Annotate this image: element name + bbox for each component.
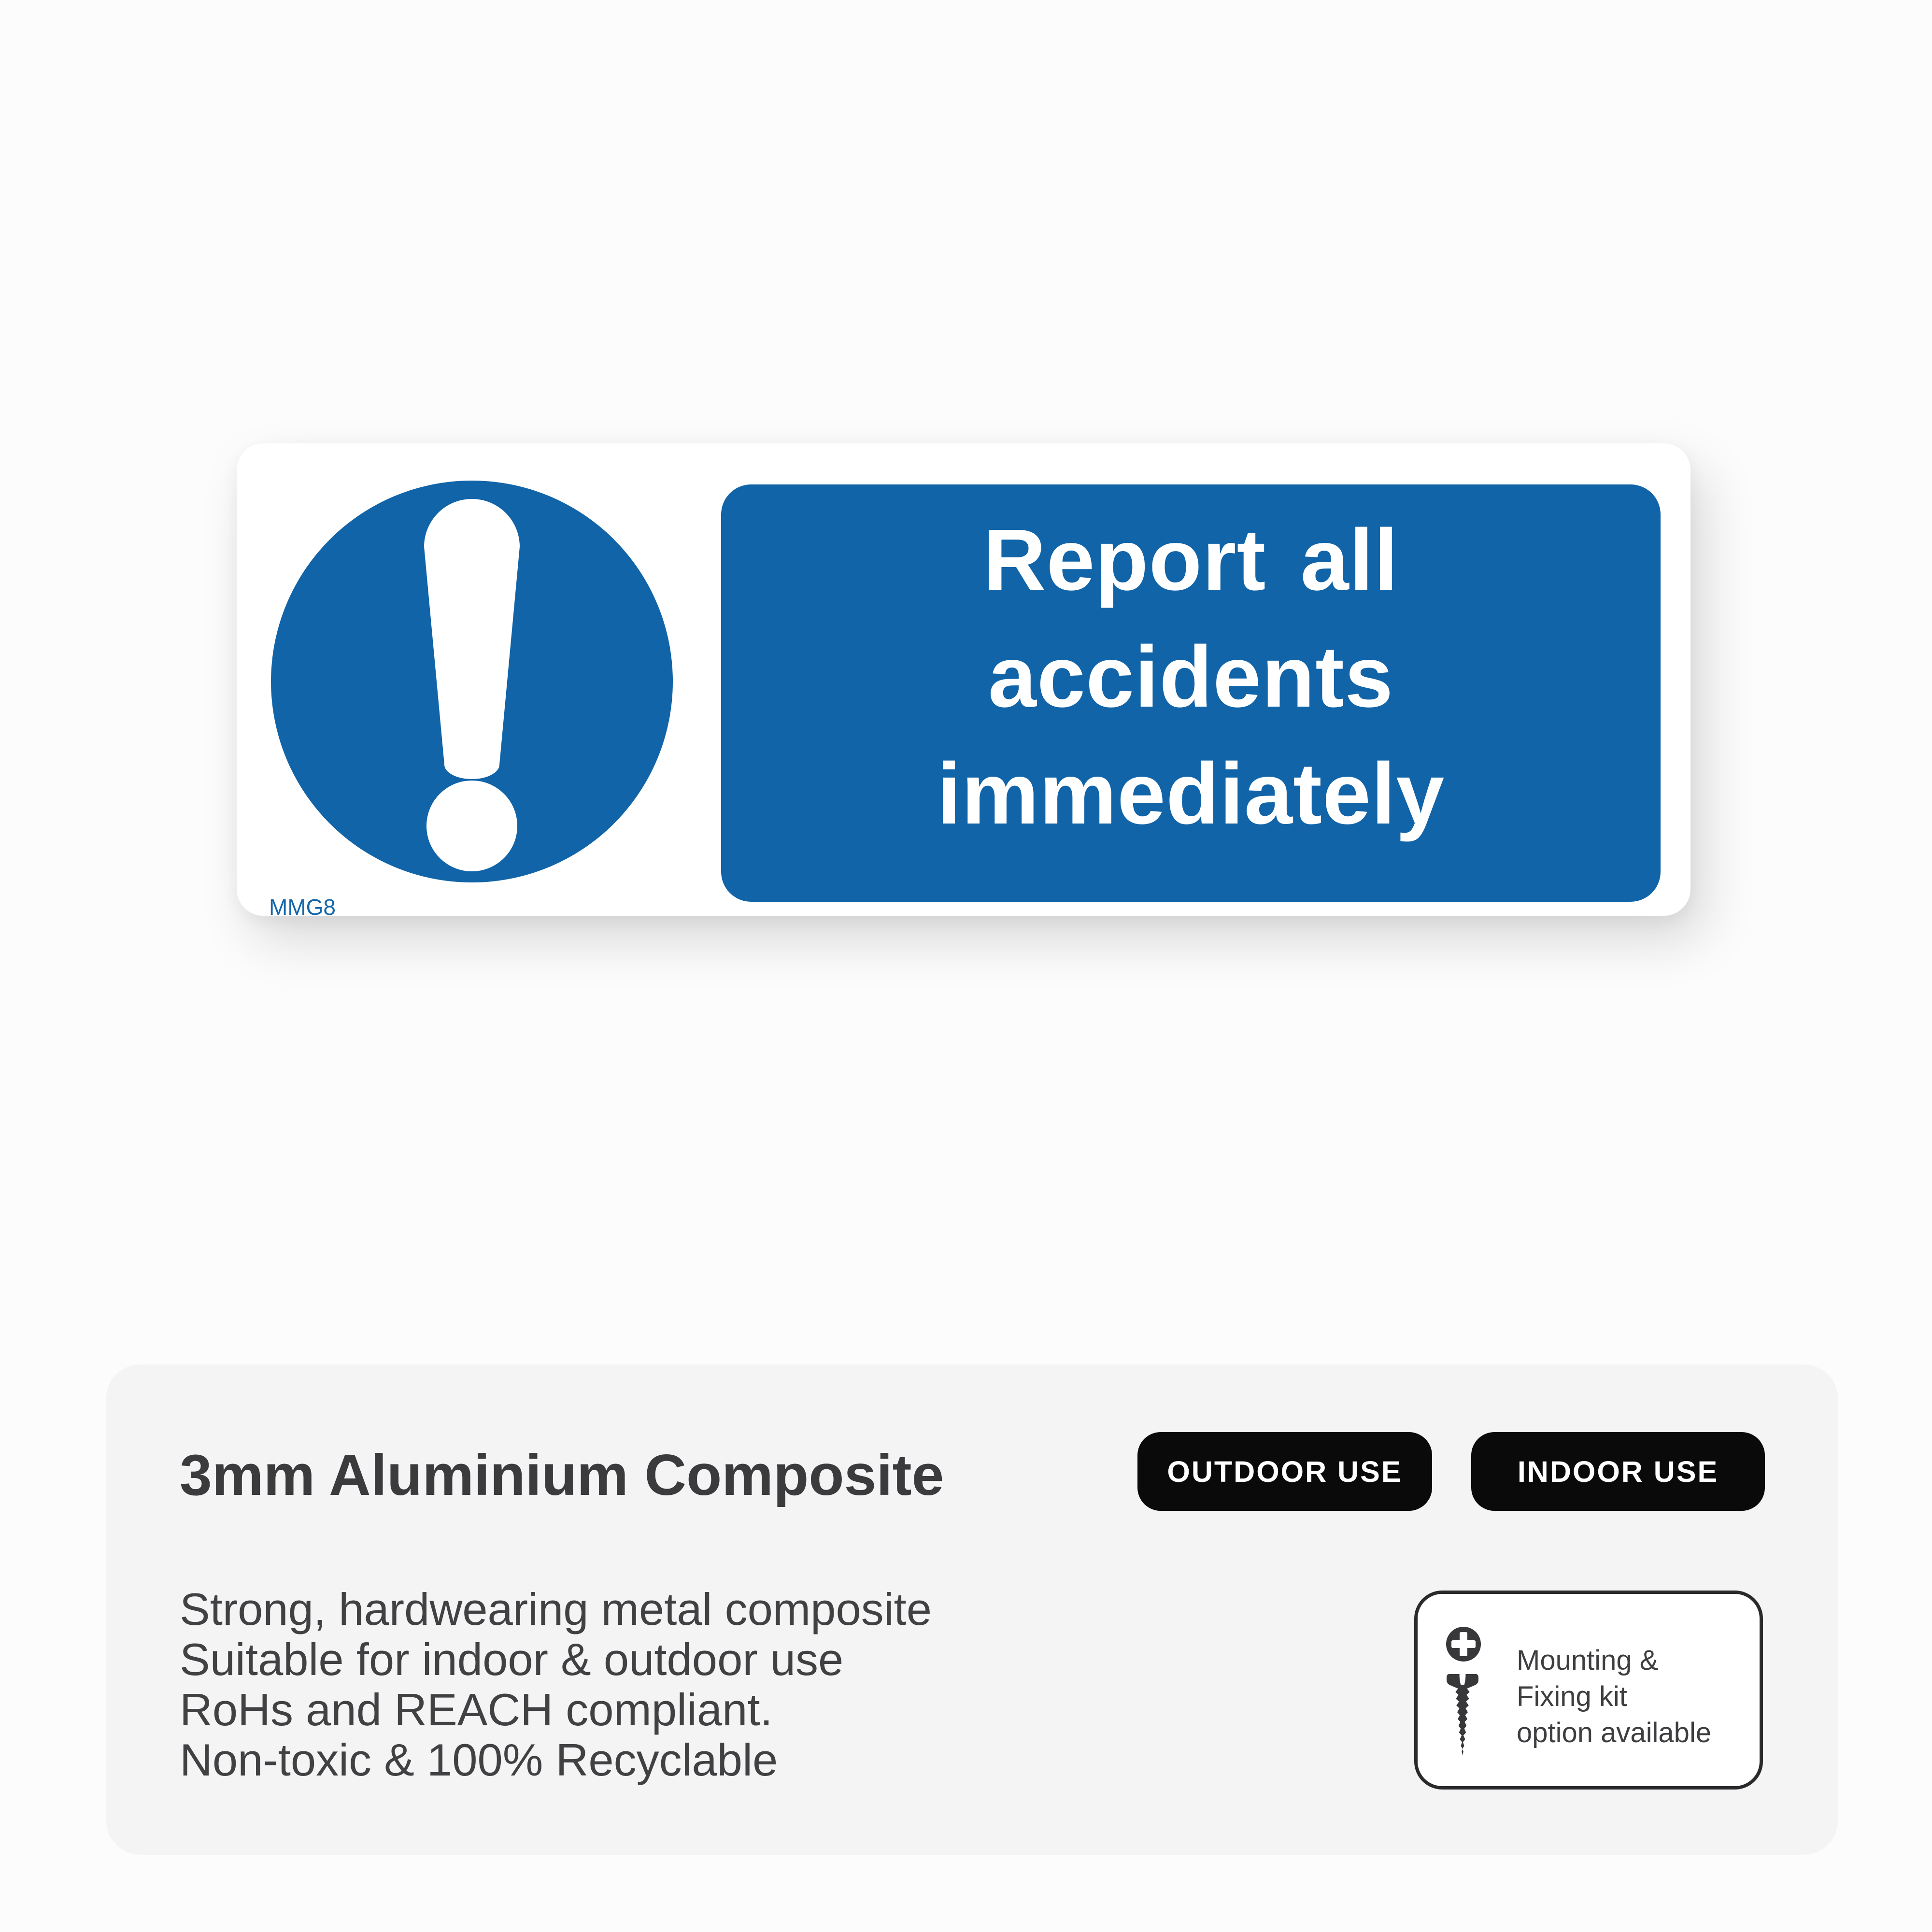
product-description: [180, 1584, 932, 1785]
safety-sign-card: [237, 443, 1690, 920]
description-line-4: Non-toxic & 100% Recyclable: [180, 1734, 778, 1785]
sign-message-line-3: immediately: [937, 745, 1445, 842]
indoor-use-badge: INDOOR USE: [1471, 1432, 1765, 1511]
outdoor-use-badge: OUTDOOR USE: [1137, 1432, 1432, 1511]
fixing-kit-box: [1414, 1591, 1763, 1790]
product-info-card: [106, 1364, 1838, 1855]
fixing-kit-note: [1517, 1642, 1711, 1751]
fixing-note-line-3: option available: [1517, 1717, 1712, 1748]
fixing-note-line-1: Mounting &: [1517, 1645, 1659, 1676]
sign-message-line-2: accidents: [988, 628, 1394, 725]
product-title: 3mm Aluminium Composite: [180, 1443, 944, 1507]
sign-message-panel: [721, 484, 1661, 902]
description-line-1: Strong, hardwearing metal composite: [180, 1584, 932, 1634]
sign-message-line-1: Report all: [983, 511, 1399, 609]
description-line-2: Suitable for indoor & outdoor use: [180, 1634, 844, 1685]
fixing-note-line-2: Fixing kit: [1517, 1681, 1627, 1712]
screw-icon: [1447, 1674, 1478, 1756]
mandatory-exclamation-icon: [271, 481, 673, 882]
sign-product-code: MMG8: [269, 895, 336, 920]
description-line-3: RoHs and REACH compliant.: [180, 1684, 773, 1735]
phillips-screw-head-icon: [1445, 1626, 1482, 1662]
